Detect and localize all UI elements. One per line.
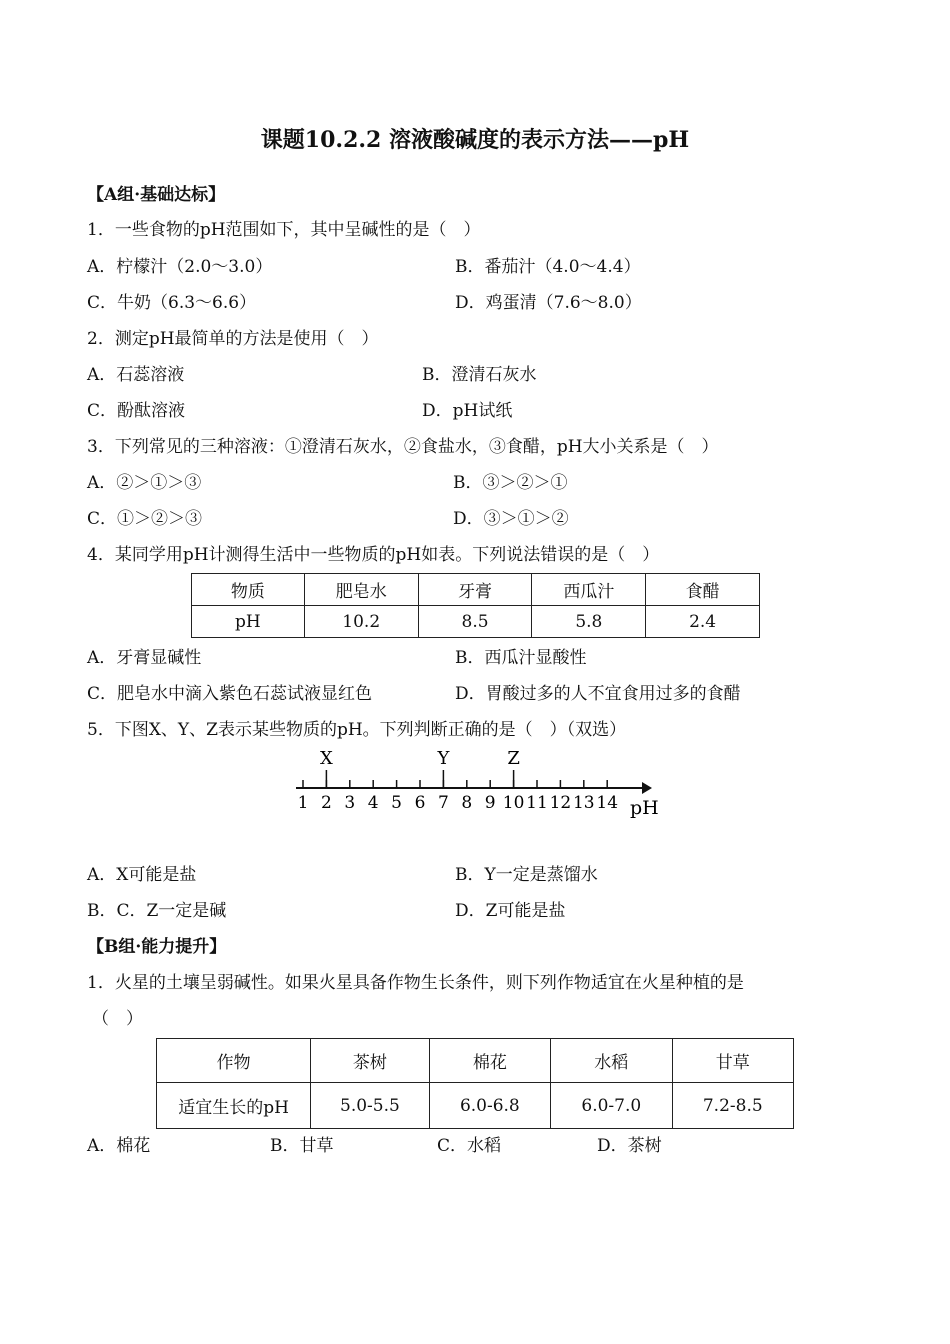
q-a5-option-c: B．C．Z一定是碱 bbox=[87, 901, 227, 921]
scale-tick-label: 13 bbox=[572, 793, 595, 813]
q-a1-option-d: D．鸡蛋清（7.6～8.0） bbox=[455, 293, 642, 313]
q-a5-option-b: B．Y一定是蒸馏水 bbox=[455, 865, 598, 885]
q-b1-option-b: B．甘草 bbox=[270, 1136, 334, 1156]
q-a2-option-d: D．pH试纸 bbox=[422, 401, 513, 421]
q-a4-stem: 4．某同学用pH计测得生活中一些物质的pH如表。下列说法错误的是（ ） bbox=[87, 545, 660, 565]
section-a-heading: 【A组·基础达标】 bbox=[87, 185, 226, 205]
q-a5-option-d: D．Z可能是盐 bbox=[455, 901, 566, 921]
scale-tick-label: 1 bbox=[297, 793, 309, 813]
q-a4-option-c: C．肥皂水中滴入紫色石蕊试液显红色 bbox=[87, 684, 373, 704]
q-a3-stem: 3．下列常见的三种溶液：①澄清石灰水，②食盐水，③食醋，pH大小关系是（ ） bbox=[87, 437, 719, 457]
table-cell: 水稻 bbox=[551, 1039, 672, 1083]
q-b1-stem: 1．火星的土壤呈弱碱性。如果火星具备作物生长条件，则下列作物适宜在火星种植的是 bbox=[87, 973, 744, 993]
table-cell: 6.0-6.8 bbox=[429, 1083, 550, 1129]
table-cell: 8.5 bbox=[418, 606, 532, 638]
table-cell: 适宜生长的pH bbox=[157, 1083, 311, 1129]
table-cell: 10.2 bbox=[304, 606, 418, 638]
scale-tick-label: 3 bbox=[344, 793, 356, 813]
q-a2-option-b: B．澄清石灰水 bbox=[422, 365, 537, 385]
table-cell: 棉花 bbox=[429, 1039, 550, 1083]
section-b-heading: 【B组·能力提升】 bbox=[87, 937, 227, 957]
table-cell: pH bbox=[192, 606, 305, 638]
q-a5-stem: 5．下图X、Y、Z表示某些物质的pH。下列判断正确的是（ ）（双选） bbox=[87, 720, 627, 740]
table-cell: 食醋 bbox=[646, 574, 760, 606]
table-cell: 物质 bbox=[192, 574, 305, 606]
q-b1-option-c: C．水稻 bbox=[437, 1136, 502, 1156]
table-cell: 甘草 bbox=[672, 1039, 793, 1083]
scale-tick-label: 6 bbox=[414, 793, 426, 813]
table-cell: 2.4 bbox=[646, 606, 760, 638]
table-cell: 牙膏 bbox=[418, 574, 532, 606]
scale-tick-label: 2 bbox=[320, 793, 332, 813]
scale-tick-label: 11 bbox=[526, 793, 548, 813]
q-a5-option-a: A．X可能是盐 bbox=[87, 865, 197, 885]
table-cell: 5.0-5.5 bbox=[311, 1083, 429, 1129]
scale-tick-label: 12 bbox=[549, 793, 572, 813]
marker-label-x: X bbox=[319, 748, 333, 769]
crop-ph-table bbox=[156, 1038, 794, 1129]
scale-tick-label: 8 bbox=[461, 793, 473, 813]
table-cell: 作物 bbox=[157, 1039, 311, 1083]
axis-unit-label: pH bbox=[630, 797, 659, 819]
q-a4-option-b: B．西瓜汁显酸性 bbox=[455, 648, 587, 668]
table-cell: 7.2-8.5 bbox=[672, 1083, 793, 1129]
table-header-row bbox=[157, 1039, 794, 1083]
q-a3-option-a: A．②＞①＞③ bbox=[87, 473, 202, 493]
page-title: 课题10.2.2 溶液酸碱度的表示方法——pH bbox=[260, 127, 690, 153]
q-a3-option-d: D．③＞①＞② bbox=[453, 509, 569, 529]
ph-table-a4 bbox=[191, 573, 760, 638]
q-b1-stem-cont: （ ） bbox=[92, 1009, 143, 1029]
q-a1-option-b: B．番茄汁（4.0～4.4） bbox=[455, 257, 641, 277]
q-b1-option-a: A．棉花 bbox=[87, 1136, 151, 1156]
table-cell: 茶树 bbox=[311, 1039, 429, 1083]
scale-tick-label: 9 bbox=[484, 793, 496, 813]
marker-label-z: Z bbox=[507, 748, 520, 769]
table-header-row bbox=[192, 574, 760, 606]
q-a1-stem: 1．一些食物的pH范围如下，其中呈碱性的是（ ） bbox=[87, 220, 481, 240]
scale-tick-label: 5 bbox=[391, 793, 403, 813]
table-row bbox=[192, 606, 760, 638]
q-a3-option-b: B．③＞②＞① bbox=[453, 473, 568, 493]
marker-label-y: Y bbox=[437, 748, 450, 769]
table-cell: 5.8 bbox=[532, 606, 646, 638]
table-row bbox=[157, 1083, 794, 1129]
q-a2-option-c: C．酚酞溶液 bbox=[87, 401, 186, 421]
q-a2-option-a: A．石蕊溶液 bbox=[87, 365, 185, 385]
q-a2-stem: 2．测定pH最简单的方法是使用（ ） bbox=[87, 329, 379, 349]
ph-number-line bbox=[290, 740, 670, 830]
scale-tick-label: 10 bbox=[502, 793, 525, 813]
q-a1-option-c: C．牛奶（6.3～6.6） bbox=[87, 293, 257, 313]
table-cell: 西瓜汁 bbox=[532, 574, 646, 606]
q-a4-option-a: A．牙膏显碱性 bbox=[87, 648, 202, 668]
axis-arrow-icon bbox=[642, 782, 652, 794]
q-b1-option-d: D．茶树 bbox=[597, 1136, 662, 1156]
table-cell: 肥皂水 bbox=[304, 574, 418, 606]
q-a3-option-c: C．①＞②＞③ bbox=[87, 509, 203, 529]
table-cell: 6.0-7.0 bbox=[551, 1083, 672, 1129]
scale-tick-label: 4 bbox=[367, 793, 379, 813]
scale-tick-label: 14 bbox=[596, 793, 619, 813]
q-a1-option-a: A．柠檬汁（2.0～3.0） bbox=[87, 257, 273, 277]
scale-tick-label: 7 bbox=[437, 793, 449, 813]
q-a4-option-d: D．胃酸过多的人不宜食用过多的食醋 bbox=[455, 684, 741, 704]
